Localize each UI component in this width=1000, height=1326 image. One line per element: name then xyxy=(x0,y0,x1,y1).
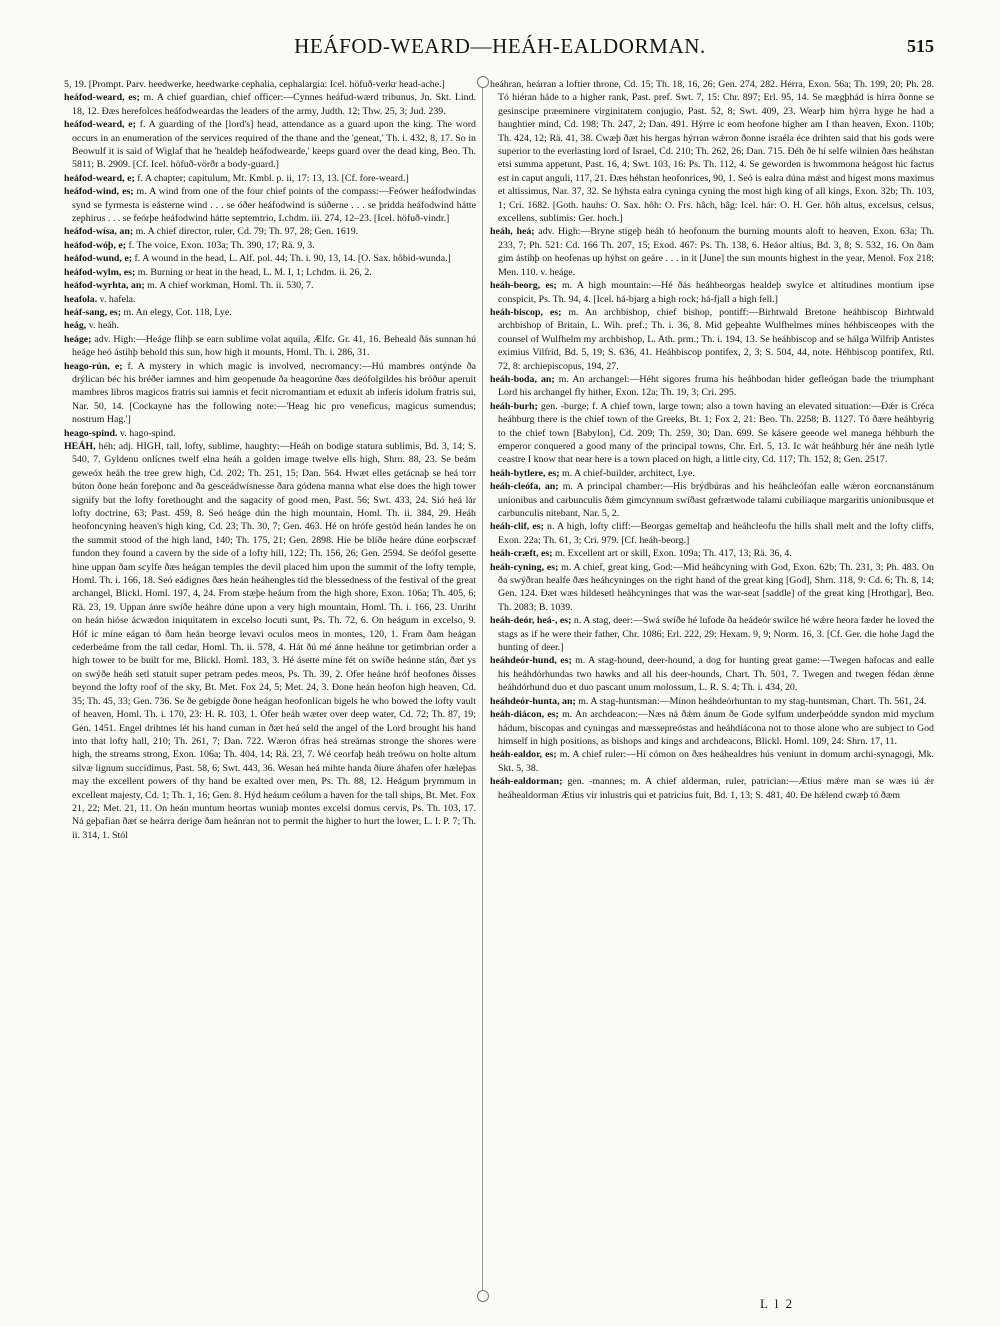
headword: heáfod-wóþ, e; xyxy=(64,239,126,251)
headword: heáfod-weard, es; xyxy=(64,92,140,104)
dictionary-entry xyxy=(64,91,476,118)
dictionary-entry xyxy=(490,225,934,279)
headword: heáh-bytlere, es; xyxy=(490,467,560,479)
dictionary-entry xyxy=(64,333,476,360)
dictionary-entry xyxy=(490,279,934,306)
dictionary-entry xyxy=(64,279,476,292)
dictionary-entry xyxy=(490,373,934,400)
entry-text: adv. High:—Heáge flihþ se earn sublime volat aquila, Ælfc. Gr. 41, 16. Beheald ðás sunnan hú heáge heó ástihþ behold this sun, how high it mounts, Homl. Th. i. 286, 31. xyxy=(72,333,476,359)
headword: heáhdeór-hunta, an; xyxy=(490,695,576,707)
headword: heáfod-wylm, es; xyxy=(64,266,136,278)
headword: HEÁH, xyxy=(64,440,96,452)
entry-text: v. heáh. xyxy=(88,320,120,332)
dictionary-entry xyxy=(490,561,934,615)
dictionary-entry xyxy=(64,185,476,225)
dictionary-entry xyxy=(490,775,934,802)
headword: heáf-sang, es; xyxy=(64,306,122,318)
headword: heáh-clif, es; xyxy=(490,521,544,533)
entry-text: f. A mystery in which magic is involved, necromancy:—Hú mambres ontýnde ða drýlican béc his bréðer iamnes and him geopenude ða heagorúne ðæs deófolgildes his bróður aperuit mambres libros magicos fratris sui iamnis et fecit nicromantiam et eduxit ab inferis idolum fratris sui, Nar. 50, 14. [Cockayne has the following note:—'Heag hic pro veneficus, magicus sumendus; nostrum Hag.'] xyxy=(72,360,476,426)
entry-text: m. An archdeacon:—Næs ná ðǽm ánum ðe Gode sylfum underþeódde syndon mid myclum hádum, biscopas and cyningas and mæssepreóstas and heáhdiácona not to those alone who are subject to God himself in high positions, as bishops and kings and archdeacons, Blickl. Homl. 109, 24: Shrn. 17, 11. xyxy=(498,709,934,747)
headword: heafola. xyxy=(64,293,98,305)
entry-text: m. A wind from one of the four chief points of the compass:—Feówer heáfodwindas synd se fyrmesta is eásterne wind . . . se óðer heáfodwind is súðerne . . . se þridda heáfodwind hátte zephirus . . . se feórþe heáfodwind hátte septemtrio, Lchdm. iii. 274, 12–23. [Icel. höfuð-vindr.] xyxy=(72,186,476,225)
entry-text: m. An archbishop, chief bishop, pontiff:—Birhtwald Bretone heáhbiscop Birhtwald archbishop of Britain, L. Wih. pref.; Th. i. 36, 8. Mid geþeahte Wulfhelmes mínes héhbisceopes with the counsel of Wulfhelm my archbishop, L. Ath. prm.; Th. i. 194, 13. Se heáhbiscop and se hálga Wilfriþ Antistes eximius Vilfrid, Bd. 5, 19; S. 636, 41. Heáhbiscop pontifex, 2, 3; S. 504, 44, note. Héhbiscop pontifex, Rtl. 72, 8: archiepiscopus, 194, 27. xyxy=(498,306,934,372)
dictionary-entry xyxy=(490,78,934,225)
dictionary-entry xyxy=(64,252,476,265)
entry-text: m. A chief ruler:—Hí cómon on ðæs heáhealdres hús veniunt in domum archi-synagogi, Mk. Skt. 5, 38. xyxy=(498,749,934,774)
dictionary-entry xyxy=(490,748,934,775)
dictionary-entry xyxy=(490,654,934,694)
dictionary-entry xyxy=(64,319,476,332)
entry-text: m. A stag-hound, deer-hound, a dog for hunting great game:—Twegen hafocas and ealle his heáhdórhundas two hawks and all his deer-hounds, Chart. Th. 501, 7. Twegen and twegen fédan ǽnne heáhdórhund duo et duo pascant unum molossum, L. R. S. 4; Th. i. 434, 20. xyxy=(498,655,934,694)
headword: heáh-cræft, es; xyxy=(490,548,553,560)
dictionary-entry xyxy=(64,118,476,172)
running-title: HEÁFOD-WEARD—HEÁH-EALDORMAN. xyxy=(294,34,706,58)
dictionary-entry xyxy=(490,400,934,467)
entry-text: m. A principal chamber:—His brýdbúras and his heáhcleófan ealle wǽron eorcnanstánum unionibus and carbunculis ðǽm gimcynnum swíðast gefrætwode talami cubiliaque margaritis unionibusque et carbunculis nitebant, Nar. 5, 2. xyxy=(498,481,934,519)
running-head xyxy=(0,34,1000,70)
left-column xyxy=(64,78,476,1293)
entry-text: n. A high, lofty cliff:—Beorgas gemeltaþ and heáhcleofu the hills shall melt and the lofty cliffs, Exon. 22a; Th. 61, 3; Cri. 979. [Cf. heáh-beorg.] xyxy=(498,521,934,546)
entry-text: v. hago-spind. xyxy=(119,427,176,439)
entry-text: m. A chief guardian, chief officer:—Cynnes heáfud-wærd tribunus, Jn. Skt. Lind. 18, 12. Ðæs herefolces heáfodweardas the leaders of the army, Judth. 12; Thw. 25, 3; Jud. 239. xyxy=(72,92,476,117)
dictionary-entry xyxy=(64,360,476,427)
dictionary-entry xyxy=(490,306,934,373)
headword: heáh-diácon, es; xyxy=(490,709,559,721)
dictionary-entry xyxy=(490,520,934,547)
headword: heáfod-weard, e; xyxy=(64,172,135,184)
entry-text: v. hafela. xyxy=(99,293,136,305)
dictionary-entry xyxy=(64,172,476,185)
entry-text: m. Burning or heat in the head, L. M. I, 1; Lchdm. ii. 26, 2. xyxy=(137,266,372,278)
headword: heáfod-wísa, an; xyxy=(64,226,134,238)
entry-text: m. A stag-huntsman:—Mínon heáhdeórhuntan to my stag-huntsman, Chart. Th. 561, 24. xyxy=(578,695,927,707)
headword: heáfod-weard, e; xyxy=(64,119,136,131)
right-column xyxy=(490,78,934,1293)
headword: heáh-burh; xyxy=(490,400,538,412)
dictionary-entry xyxy=(64,78,476,91)
entry-text: m. An elegy, Cot. 118, Lye. xyxy=(123,306,232,318)
headword: heáh-boda, an; xyxy=(490,373,555,385)
entry-text: n. A stag, deer:—Swá swíðe hé lufode ða heádeór swilce hé wǽre heora fæder he loved the stags as if he were their father, Chr. 1086; Erl. 222, 29: Hexam. 9, 9; Norm. 16, 3. [Cf. Ger. die hohe Jagd the hunting of deer.] xyxy=(498,615,934,654)
headword: heago-rún, e; xyxy=(64,360,123,372)
entry-text: m. A chief director, ruler, Cd. 79; Th. 97, 28; Gen. 1619. xyxy=(135,226,359,238)
headword: heáfod-wyrhta, an; xyxy=(64,280,145,292)
dictionary-entry xyxy=(490,695,934,708)
headword: heáh-ealdor, es; xyxy=(490,749,557,761)
entry-text: m. A high mountain:—Hé ðás heáhbeorgas healdeþ swylce et altitudines montium ipse conspicit, Ps. Th. 94, 4. [Icel. há-bjarg a high rock; há-fjall a high fell.] xyxy=(498,280,934,305)
headword: heáh-cleófa, an; xyxy=(490,481,559,493)
entry-text: gen. -mannes; m. A chief alderman, ruler, patrician:—Ætius mǽre man se wæs iú ǽr heáhealdorman Ætius vir inlustris qui et patricius fuit, Bd. 1, 13; S. 481, 40. Ðe hǽlend cwæþ tó ðæm xyxy=(498,776,934,801)
headword: heág, xyxy=(64,320,87,332)
dictionary-entry xyxy=(64,239,476,252)
entry-text: adv. High:—Bryne stígeþ heáh tó heofonum the burning mounts aloft to heaven, Exon. 63a; Th. 233, 7; Ph. 521: Cd. 166 Th. 207, 15; Exod. 467: Ps. Th. 138, 6. Heáor altius, Bd. 3, 8; S. 532, 16. On ðam gim ástíhþ on heofenas up hýhst on geáre . . . in it [June] the sun mounts highest in the year, Menol. Fox 218; Men. 110. v. heáge. xyxy=(498,226,934,278)
entry-text: gen. -burge; f. A chief town, large town; also a town having an elevated situation:—Ðǽr is Créca heáhburg there is the chief town of the Greeks, Bt. 1; Fox 2, 21: Beo. Th. 2258; B. 1127. Tó ðære heáhbyrig to the chief town [Babylon], Cd. 209; Th. 259, 30; Dan. 699. Se kásere geeode wel manega héhburh the emperor conquered a good many of the principal towns, Chr. Erl. 5, 13. Ic wát heáhburg hér áne neáh lytle ceastre I know that near here is a town placed on high, a little city, Cd. 117; Th. 152, 8; Gen. 2517. xyxy=(498,400,934,466)
dictionary-entry xyxy=(490,614,934,654)
dictionary-entry xyxy=(490,467,934,480)
entry-text: héh; adj. HIGH, tall, lofty, sublime, haughty:—Heáh on bodige statura sublimis, Bd. 3, 14; S. 540, 7. Gyldenu onlícnes twelf elna heáh a golden image twelve ells high, Shrn. 88, 23. Se beám geweóx heáh the tree grew high, Cd. 202; Th. 251, 15; Dan. 564. Hwæt elles getácnaþ se heá torr búton ðone heán foreþonc and ða gesceádwísnesse ðara gódena manna what else does the high tower signify but the lofty forethought and the sagacity of good men, Past. 56; Swt. 433, 24. Sió heá lár lofty doctrine, 63; Past. 459, 8. Seó heáge dún the high mountain, Homl. Th. ii. 384, 29. Heáh heofoncyning heaven's high king, Cd. 23; Th. 30, 7; Gen. 463. Hé on hrófe gestód heán landes he on the summit stood of the high land, 140; Th. 175, 21; Gen. 2898. Hie be blíðe heáre dúne eorþscræf fundon they found a cavern by the side of a lofty hill, 122; Th. 156, 26; Gen. 2594. Se deófol gesette hine uppan ðam scylfe ðæs heágan temples the devil placed him upon the summit of the lofty temple, Homl. Th. i. 166, 18. Seó eádignes ðæs heán heáhengles tíd the blessedness of the festival of the great archangel, Blickl. Homl. 197, 4, 24. From stæþe heáum from the high shore, Exon. 106a; Th. 405, 6; Rä. 23, 19. Uppan ánre swíðe heáhre dúne upon a very high mountain, Homl. Th. i. 166, 23. Unriht on heán hióse ácwædon iniquitatem in excelso locuti sunt, Ps. Th. 72, 6. On heágum in excelso, 9. Hóf ic míne eágan tó ðam heán beorge levavi oculos meos in montes, 120, 1. Fram ðam heágan cederbeáme from the tall cedar, Homl. Th. ii. 578, 4. Hát ðú mé ánne heáhne tor getimbrian order a high tower to be built for me, Blickl. Homl. 183, 3. Hé ásette míne fét on swíðe heánne stán, ðæt ys on swýðe heáh setl statuit super petram pedes meos, Ps. Th. 39, 2. Ofer heáne hróf heofones ðisses beyond the lofty roof of the sky, Bt. Met. Fox 24, 5; Met. 24, 3. Ðone heán heofon high heaven, Cd. 35; Th. 45, 33; Gen. 736. Se ðe gebígde ðone heágan heofonlícan bigels he who bowed the lofty vault of heaven, Homl. Th. i. 170, 23: H. R. 103, 1. Ofer heáh wæter over deep water, Cd. 72; Th. 87, 19; Gen. 1451. Engel drihtnes lét his hand cuman in ðæt heá seld the angel of the Lord brought his hand into that lofty hall, 210; Th. 261, 7; Dan. 722. Wæron ófras heá streámas stronge the shores were high, the streams strong, Exon. 106a; Th. 404, 14; Rä. 23, 7. Wé ceorfaþ heáh treówu on holte altum silvæ lignum succidimus, Past. 58, 6; Swt. 443, 36. Wesan heá mihte handa ðíure áhafen ofer hæleþas may the excellent powers of thy hand be exalted over men, Ps. Th. 88, 12. Heágum þrymmum in excellent majesty, Cd. 1; Th. 1, 16; Gen. 8. Hýd heáum ceólum a haven for the tall ships, Bt. Met. Fox 21, 22; Met. 21, 11. On heán muntum heortas wuniaþ montes excelsi domus cervis, Ps. Th. 103, 17. Ná geþafian ðæt se heárra derige ðam heánran not to permit the higher to hurt the lower, L. I. P. 7; Th. ii. 314, 1. Stól xyxy=(72,440,476,841)
headword: heáh, heá; xyxy=(490,226,535,238)
headword: heáh-deór, heá-, es; xyxy=(490,615,572,627)
rule-ornament-bottom xyxy=(477,1290,489,1302)
dictionary-entry xyxy=(64,427,476,440)
dictionary-entry xyxy=(64,225,476,238)
entry-text: f. The voice, Exon. 103a; Th. 390, 17; Rä. 9, 3. xyxy=(128,239,315,251)
column-rule xyxy=(482,80,483,1298)
entry-text: m. A chief-builder, architect, Lye. xyxy=(561,467,695,479)
dictionary-entry xyxy=(490,708,934,748)
dictionary-entry xyxy=(490,547,934,560)
headword: heáge; xyxy=(64,333,92,345)
headword: heago-spind. xyxy=(64,427,118,439)
dictionary-entry xyxy=(64,266,476,279)
entry-text: f. A guarding of the [lord's] head, attendance as a guard upon the king. The word occurs in an enumeration of the services required of the thane and the 'geneat,' Th. i. 432, 8, 17. So in Beowulf it is said of Wiglaf that he 'healdeþ heáfodwearde,' keeps guard over the dead king, Beo. Th. 5811; B. 2909. [Cf. Icel. höfuð-vörðr a body-guard.] xyxy=(72,119,476,171)
entry-text: m. Excellent art or skill, Exon. 109a; Th. 417, 13; Rä. 36, 4. xyxy=(555,548,792,560)
entry-text: m. A chief workman, Homl. Th. ii. 530, 7. xyxy=(147,280,314,292)
headword: heáhdeór-hund, es; xyxy=(490,655,572,667)
entry-text: 5, 19. [Prompt. Parv. heedwerke, heedwarke cephalia, cephalargia: Icel. höfuð-verkr head-ache.] xyxy=(64,79,445,90)
headword: heáh-biscop, es; xyxy=(490,306,562,318)
dictionary-entry xyxy=(64,306,476,319)
headword: heáh-beorg, es; xyxy=(490,280,557,292)
headword: heáfod-wind, es; xyxy=(64,186,134,198)
headword: heáfod-wund, e; xyxy=(64,253,133,265)
entry-text: m. An archangel:—Héht sigores fruma his heáhbodan hider gefleógan bade the triumphant Lord his archangel fly hither, Exon. 12a; Th. 19, 3; Cri. 295. xyxy=(498,373,934,399)
entry-text: m. A chief, great king, God:—Mid heáhcyning with God, Exon. 62b; Th. 231, 3; Ph. 483. On ða swýðran healfe ðæs heáhcyninges on the right hand of the great king [God], Shrn. 118, 9: Cd. 6; Th. 8, 14; Gen. 124. Ðæt wæs hildesetl heáhcyninges that was the war-seat [saddle] of the great king [Hrothgar], Beo. Th. 2083; B. 1039. xyxy=(498,561,934,613)
rule-ornament-top xyxy=(477,76,489,88)
headword: heáh-cyning, es; xyxy=(490,561,559,573)
entry-text: f. A chapter; capitulum, Mt. Kmbl. p. ii, 17: 13, 13. [Cf. fore-weard.] xyxy=(137,172,409,184)
dictionary-entry xyxy=(490,480,934,520)
dictionary-entry xyxy=(64,440,476,842)
headword: heáh-ealdorman; xyxy=(490,776,563,788)
dictionary-entry xyxy=(64,293,476,306)
entry-text: f. A wound in the head, L. Alf. pol. 44; Th. i. 90, 13, 14. [O. Sax. hôbid-wunda.] xyxy=(134,253,451,265)
signature-mark: L l 2 xyxy=(760,1296,795,1311)
page-number: 515 xyxy=(907,36,934,56)
entry-text: heáhran, heárran a loftier throne, Cd. 15; Th. 18, 16, 26; Gen. 274, 282. Hérra, Exon. 56a; Th. 199, 20; Ph. 28. Tó hiéran háde to a higher rank, Past. pref. Swt. 7, 15: Chr. 897; Erl. 95, 14. Se mægþhád is hírra ðonne se gesinscipe præeminere virginitatem conjugio, Past. 52, 8; Swt. 409, 23. Wearþ him hýrra hyge he had a haughtier mind, Cd. 198; Th. 247, 2; Dan. 491. Hýrre ic eom heofone higher am I than heaven, Exon. 110b; Th. 424, 12; Rä. 41, 38. Cwæþ ðæt his hergas hýrran wǽron ðonne israéla éce drihten said that his gods were superior to the everlasting lord of Israel, Cd. 210; Th. 262, 26; Dan. 715. Ðéh ðe hí selfe wilnien ðæs heáhstan etsi summa appetunt, Past. 16, 4; Swt. 103, 16: Ps. Th. 112, 4. Se geworden is hwommona heágost hic factus est in caput anguli, 117, 21. Ðæs héhstan heofonríces, 90, 1. Seó is ealra dúna mǽst and hígest mons maximus et altissimus, Nar. 37, 32. Se hýhsta ealra cyninga cyning the most high king of all kings, Exon. 32b; Th. 103, 1; Cri. 1682. [Goth. hauhs: O. Sax. hôh: O. Frs. hâch, hâg: Icel. hár: O. H. Ger. hôh altus, excelsus, celsus, excellens, sublimis: Ger. hoch.] xyxy=(490,79,934,225)
